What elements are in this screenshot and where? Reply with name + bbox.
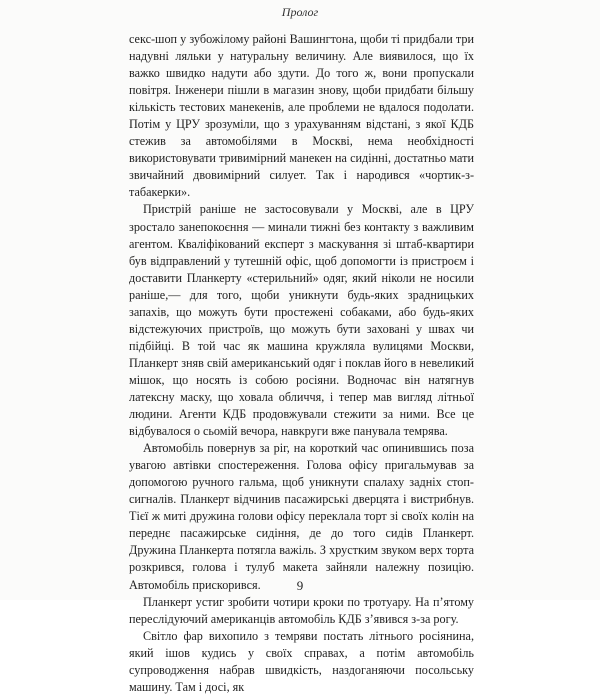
running-header: Пролог — [281, 5, 319, 19]
paragraph: Планкерт устиг зробити чотири кроки по тротуару. На п’ятому переслідуючий американців автомобіль КДБ з’явився з-за рогу. — [129, 594, 474, 626]
body-text — [129, 31, 474, 696]
paragraph: Пристрій раніше не застосовували у Москві, але в ЦРУ зростало занепокоєння — минали тижні без контакту з важливим агентом. Кваліфікований експерт з маскування зі штаб-квартири був відправлений у тутешній офіс, щоб допомогти із пристроєм і доставити Планкерту «стерильний» одяг, який ніколи не носили раніше,— для того, щоби уникнути будь-яких зрадницьких запахів, що можуть бути простежені собаками, або будь-яких відстежуючих пристроїв, що можуть бути заховані у швах чи підбійці. В той час як машина кружляла вулицями Москви, Планкерт зняв свій американський одяг і поклав його в невеликий мішок, що носять із собою росіяни. Водночас він натягнув латексну маску, що ховала обличчя, і тепер мав вигляд літньої людини. Агенти КДБ продовжували стежити за ними. Все це відбувалося о сьомій вечора, навкруги вже панувала темрява. — [129, 202, 474, 439]
paragraph: Світло фар вихопило з темряви постать літнього росіянина, який ішов кудись у своїх справах, а потім автомобіль супроводження набрав швидкість, наздоганяючи посольську машину. Там і досі, як — [129, 628, 474, 694]
page-number: 9 — [296, 578, 304, 593]
paragraph: Автомобіль повернув за ріг, на короткий час опинившись поза увагою автівки спостереження. Голова офісу пригальмував за допомогою ручного гальма, щоб уникнути спалаху задніх стоп-сигналів. Планкерт відчинив пасажирські дверцята і вистрибнув. Тієї ж миті дружина голови офісу переклала торт зі своїх колін на переднє пасажирське сидіння, де до того сидів Планкерт. Дружина Планкерта потягла важіль. З хрустким звуком верх торта розкрився, голова і тулуб макета зайняли належну позицію. Автомобіль прискорився. — [129, 441, 474, 592]
paragraph: секс-шоп у зубожілому районі Вашингтона, щоби ті придбали три надувні ляльки у натуральну величину. Але виявилося, що їх важко швидко надути або здути. До того ж, вони пропускали повітря. Інженери пішли в магазин знову, щоби придбати більшу кількість тестових манекенів, але проблеми не вдалося подолати. Потім у ЦРУ зрозуміли, що з урахуванням відстані, з якої КДБ стежив за автомобілями в Москві, нема необхідності використовувати тривимірний манекен на сидінні, достатньо мати звичайний двовимірний силует. Так і народився «чортик-з-табакерки». — [129, 32, 474, 200]
